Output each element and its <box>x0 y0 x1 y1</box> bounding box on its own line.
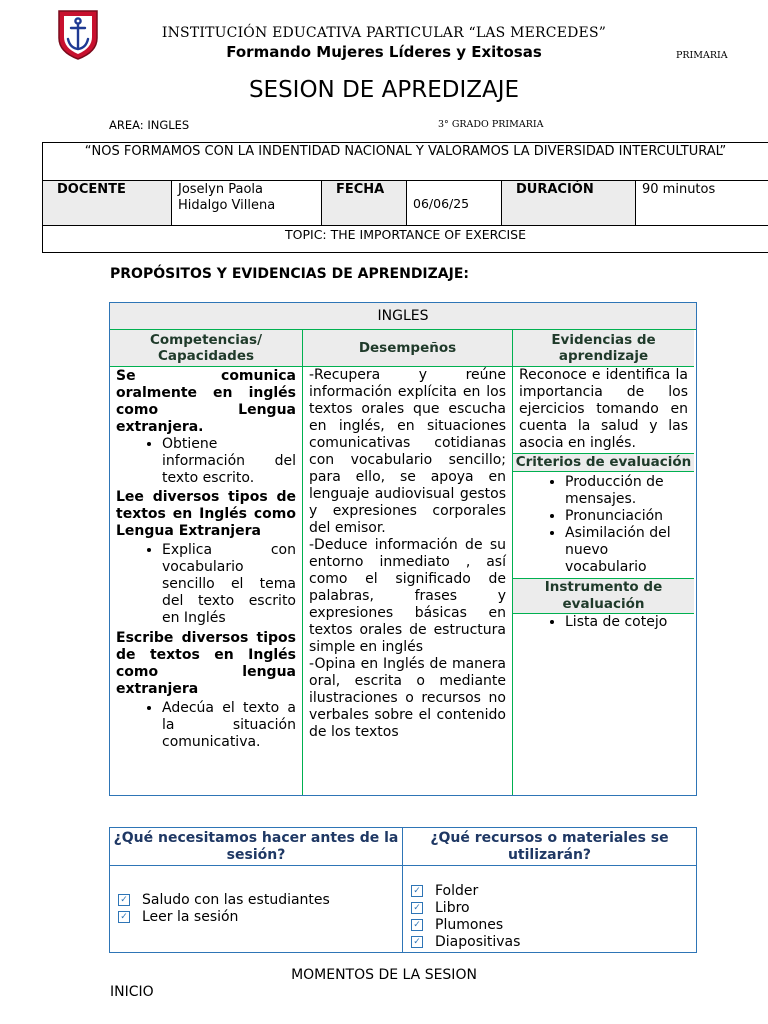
session-info-table <box>42 142 768 253</box>
resources-list <box>403 866 696 952</box>
area-label: AREA: INGLES <box>109 118 190 132</box>
criteria-header: Criterios de evaluación <box>513 453 694 472</box>
purposes-table <box>109 302 697 796</box>
capacity-item: • Explica con vocabulario sencillo el tema del texto escrito en Inglés <box>162 542 296 627</box>
evidence-header: Evidencias de aprendizaje <box>513 330 694 367</box>
duracion-value: 90 minutos <box>636 181 768 226</box>
resources-header: ¿Qué recursos o materiales se utilizarán? <box>430 830 669 863</box>
institution-motto: Formando Mujeres Líderes y Exitosas <box>226 43 542 61</box>
section-title: PROPÓSITOS Y EVIDENCIAS DE APRENDIZAJE: <box>110 266 470 282</box>
document-title: SESION DE APREDIZAJE <box>248 77 520 103</box>
institution-name: INSTITUCIÓN EDUCATIVA PARTICULAR “LAS MERCEDES” <box>161 25 607 41</box>
school-crest-logo <box>55 8 101 60</box>
criteria-item: • Asimilación del nuevo vocabulario <box>565 525 688 576</box>
checklist-item: ✓ Saludo con las estudiantes <box>110 891 402 908</box>
school-level: PRIMARIA <box>676 50 728 61</box>
checkbox-checked-icon: ✓ <box>411 936 423 948</box>
checkbox-checked-icon: ✓ <box>118 894 130 906</box>
checklist-item: ✓ Libro <box>403 899 696 916</box>
evidence-text: Reconoce e identifica la importancia de los ejercicios tomando en cuenta la salud y las asocia en inglés. <box>519 367 688 451</box>
topic: TOPIC: THE IMPORTANCE OF EXERCISE <box>43 226 768 253</box>
checklist-item: ✓ Diapositivas <box>403 933 696 950</box>
before-session-header: ¿Qué necesitamos hacer antes de la sesión? <box>110 828 403 865</box>
docente-value: Joselyn Paola Hidalgo Villena <box>172 181 322 226</box>
docente-label: DOCENTE <box>43 181 172 226</box>
values-motto: “NOS FORMAMOS CON LA INDENTIDAD NACIONAL Y VALORAMOS LA DIVERSIDAD INTERCULTURAL” <box>43 143 768 181</box>
instrument-header: Instrumento de evaluación <box>513 578 694 614</box>
fecha-value: 06/06/25 <box>407 181 502 226</box>
competency-title: Escribe diversos tipos de textos en Inglés como lengua extranjera <box>116 630 296 697</box>
competencies-column <box>110 330 303 795</box>
preparation-table <box>109 827 697 953</box>
competency-title: Se comunica oralmente en inglés como Lengua extranjera. <box>116 368 296 435</box>
checklist-item: ✓ Folder <box>403 882 696 899</box>
evidence-column <box>513 330 694 795</box>
capacity-item: • Adecúa el texto a la situación comunicativa. <box>162 700 296 751</box>
checklist-item: ✓ Plumones <box>403 916 696 933</box>
inicio-heading: INICIO <box>110 984 154 1000</box>
criteria-item: • Pronunciación <box>565 508 688 525</box>
checklist-item: ✓ Leer la sesión <box>110 908 402 925</box>
checkbox-checked-icon: ✓ <box>118 911 130 923</box>
competency-title: Lee diversos tipos de textos en Inglés como Lengua Extranjera <box>116 489 296 539</box>
competencies-header: Competencias/ Capacidades <box>110 330 302 367</box>
session-moments-title: MOMENTOS DE LA SESION <box>291 967 477 983</box>
capacity-item: • Obtiene información del texto escrito. <box>162 436 296 487</box>
instrument-item: • Lista de cotejo <box>565 614 688 631</box>
fecha-label: FECHA <box>322 181 407 226</box>
subject-header: INGLES <box>110 303 696 330</box>
performance-header: Desempeños <box>303 330 512 367</box>
criteria-item: • Producción de mensajes. <box>565 474 688 508</box>
grade-label: 3° GRADO PRIMARIA <box>438 119 544 130</box>
performance-column <box>303 330 513 795</box>
performance-item: -Recupera y reúne información explícita en los textos orales que escucha en inglés, en situaciones comunicativas cotidianas con vocabulario sencillo; para ello, se apoya en lenguaje audiovisual gestos y expresiones corporales del emisor. <box>309 367 506 536</box>
checkbox-checked-icon: ✓ <box>411 919 423 931</box>
duracion-label: DURACIÓN <box>502 181 636 226</box>
before-session-list <box>110 866 403 952</box>
performance-item: -Deduce información de su entorno inmediato , así como el significado de palabras, frases y expresiones básicas en textos orales de estructura simple en inglés <box>309 537 506 655</box>
performance-item: -Opina en Inglés de manera oral, escrita o mediante ilustraciones o recursos no verbales sobre el contenido de los textos <box>309 656 506 740</box>
checkbox-checked-icon: ✓ <box>411 885 423 897</box>
checkbox-checked-icon: ✓ <box>411 902 423 914</box>
